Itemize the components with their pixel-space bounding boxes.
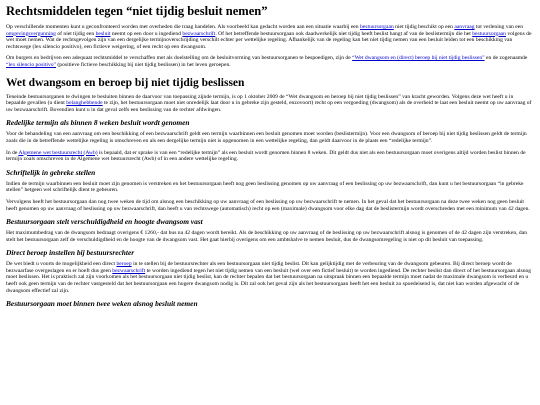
link-bezwaarschrift[interactable]: bezwaarschrift (182, 30, 216, 37)
subheading-twee-weken: Bestuursorgaan moet binnen twee weken alsnog besluit nemen (6, 299, 198, 309)
subheading-direct-beroep: Direct beroep instellen bij bestuursrechter (6, 248, 135, 258)
section-paragraph: Voor de behandeling van een aanvraag om een beschikking of een bezwaarschrift geldt een termijn waarbinnen een besluit genomen moet worden (beslistermijn). Voor een dwangsom of beroep bij niet tijdig beslissen geldt de termijn zoals die in de betreffende wettelijke regeling is omschreven en als een dergelijke termijn niet is opgenomen in een wettelijke regeling, dan geldt daarvoor in de plaats een “redelijke termijn”. (6, 131, 527, 144)
link-bezwaarschrift-2[interactable]: bezwaarschrift (112, 267, 146, 274)
link-belanghebbende[interactable]: belanghebbende (66, 100, 103, 107)
link-beroep[interactable]: beroep (116, 261, 132, 268)
link-omgevingsvergunning[interactable]: omgevingsvergunning (6, 30, 56, 37)
subheading-redelijke-termijn: Redelijke termijn als binnen 8 weken besluit wordt genomen (6, 118, 190, 128)
section-heading-wet-dwangsom: Wet dwangsom en beroep bij niet tijdig beslissen (6, 76, 245, 89)
link-awb[interactable]: Algemene wet bestuursrecht (Awb) (18, 149, 98, 156)
subheading-in-gebreke-stellen: Schriftelijk in gebreke stellen (6, 167, 96, 177)
link-bestuursorgaan-2[interactable]: bestuursorgaan (472, 30, 506, 37)
link-besluit[interactable]: besluit (95, 30, 111, 37)
link-aanvraag[interactable]: aanvraag (454, 24, 475, 30)
section-paragraph: In de Algemene wet bestuursrecht (Awb) is bepaald, dat er sprake is van een “redelijke termijn” als een besluit wordt genomen binnen 8 weken. Dit geldt dus niet als een bestuursorgaan moet overigens altijd worden beslist binnen de termijn zoals omschreven in de Algemene wet bestuursrecht (Awb) of in een andere wettelijke regeling. (6, 149, 526, 163)
link-lex-silencio-positivo[interactable]: “lex silencio positivo” (6, 61, 57, 68)
intro-paragraph-1: Op verschillende momenten kunt u geconfronteerd worden met overheden die traag handelen. Als voorbeeld kan gedacht worden aan een situatie waarbij een bestuursorgaan niet tijdig beschikt op een aanvraag tot verlening van een omgevingsvergunning of niet tijdig een besluit neemt op een door u ingediend bezwaarschrift. Of het betreffende bestuursorgaan ook daadwerkelijk niet tijdig heeft beslist hangt af van de beslistermijn die het bestuursorgaan volgens de wet moet nemen. Wat de rechtsgevolgen zijn van een dergelijke termijnoverschrijding verschilt echter per wettelijke regeling. Afhankelijk van de regeling kan het niet tijdig nemen van een besluit leiden tot een beschikking van rechtswege (lex silencio positivo), een fictieve weigering, of een recht op een dwangsom. (6, 24, 532, 50)
section-paragraph: Teneinde bestuursorganen te dwingen te besluiten binnen de daarvoor van toepassing zijnde termijn, is op 1 oktober 2009 de “Wet dwangsom en beroep bij niet tijdig beslissen” van kracht geworden. Volgens deze wet heeft u in bepaalde gevallen (u dient belanghebbende te zijn, het bestuursorgaan moet niet onredelijk laat door u in gebreke zijn gesteld, enzovoort) recht op een vergoeding (dwangsom) als de overheid te laat een besluit neemt op uw aanvraag of uw bezwaarschrift. Bovendien kunt u in dat geval zelfs een beslissing van de rechter afdwingen. (6, 93, 532, 113)
intro-paragraph-2: Om burgers en bedrijven een adequaat rechtsmiddel te verschaffen met als doelstelling om de besluitvorming van bestuursorganen te bespoedigen, zijn de “Wet dwangsom en (direct) beroep bij niet tijdig beslissen” en de zogenaamde “lex silencio positivo” (positieve fictieve beschikking bij niet tijdig beslissen) in het leven geroepen. (6, 55, 528, 68)
link-bestuursorgaan[interactable]: bestuursorgaan (359, 24, 394, 30)
section-paragraph: Vervolgens heeft het bestuursorgaan dan nog twee weken de tijd om alsnog een beschikking op uw aanvraag of een beslissing op uw bezwaarschrift te nemen. In het geval dat het bestuursorgaan na deze twee weken nog geen besluit heeft genomen op uw aanvraag of beslissing op uw bezwaarschrift, dan heeft u van rechtswege (automatisch) recht op een (maximale) dwangsom voor elke dag dat de beslistermijn wordt overschreden met een minimum van 42 dagen. (6, 198, 530, 212)
section-paragraph: Het maximumbedrag van de dwangsom bedraagt overigens € 1260,- dat bus na 42 dagen wordt bereikt. Als de beschikking op uw aanvraag of de beslissing op uw bezwaarschrift alsnog is genomen of de 42 dagen zijn verstreken, dan stelt het bestuursorgaan zelf de verschuldigdheid en de hoogte van de dwangsom vast. Het gaat hierbij overigens om een ambtshalve te nemen besluit, dus de dwangsomregeling is niet op dit besluit van toepassing. (6, 230, 528, 243)
page-title: Rechtsmiddelen tegen “niet tijdig besluit nemen” (6, 4, 268, 18)
link-wet-dwangsom[interactable]: “Wet dwangsom en (direct) beroep bij niet tijdig beslissen” (352, 55, 485, 62)
section-paragraph: Indien de termijn waarbinnen een besluit moet zijn genomen is verstreken en het bestuursorgaan heeft nog geen beslissing genomen op uw aanvraag of een beslissing op uw bezwaarschrift, dan kunt u het bestuursorgaan “in gebreke stellen” hetgeen wel schriftelijk dient te gebeuren. (6, 180, 524, 194)
section-paragraph: De wet biedt u voorts de mogelijkheid een direct beroep in te stellen bij de bestuursrechter als een bestuursorgaan niet tijdig beslist. Dit kan gelijktijdig met de verbeuring van de dwangsom gebeuren. Bij direct beroep wordt de bezwaarfase overgeslagen en er hoeft dus geen bezwaarschrift te worden ingediend tegen het niet tijdig nemen van een besluit (wel over een fictief besluit) te worden ingediend. De rechter beslist dan direct of het bestuursorgaan alsnog moet beslissen. Het is praktisch zal zijn voorkomen als het bestuursorgaan niet tijdig beslist, kan de rechter bepalen dat het bestuursorgaan na uitspraak binnen een bepaalde termijn moet nadat de maximale dwangsom is verbeurd en u heeft ook geen termijn van de rechter vastgesteld dat het bestuursorgaan een hogere dwangsom nodig is. Dit zal ook het geval zijn als het bestuursorgaan heeft het een besluit zo spoedeisend is, dat niet kan worden afgewacht of de dwangsom effectief zal zijn. (6, 261, 532, 294)
subheading-dwangsom-vaststellen: Bestuursorgaan stelt verschuldigdheid en hoogte dwangsom vast (6, 217, 203, 227)
